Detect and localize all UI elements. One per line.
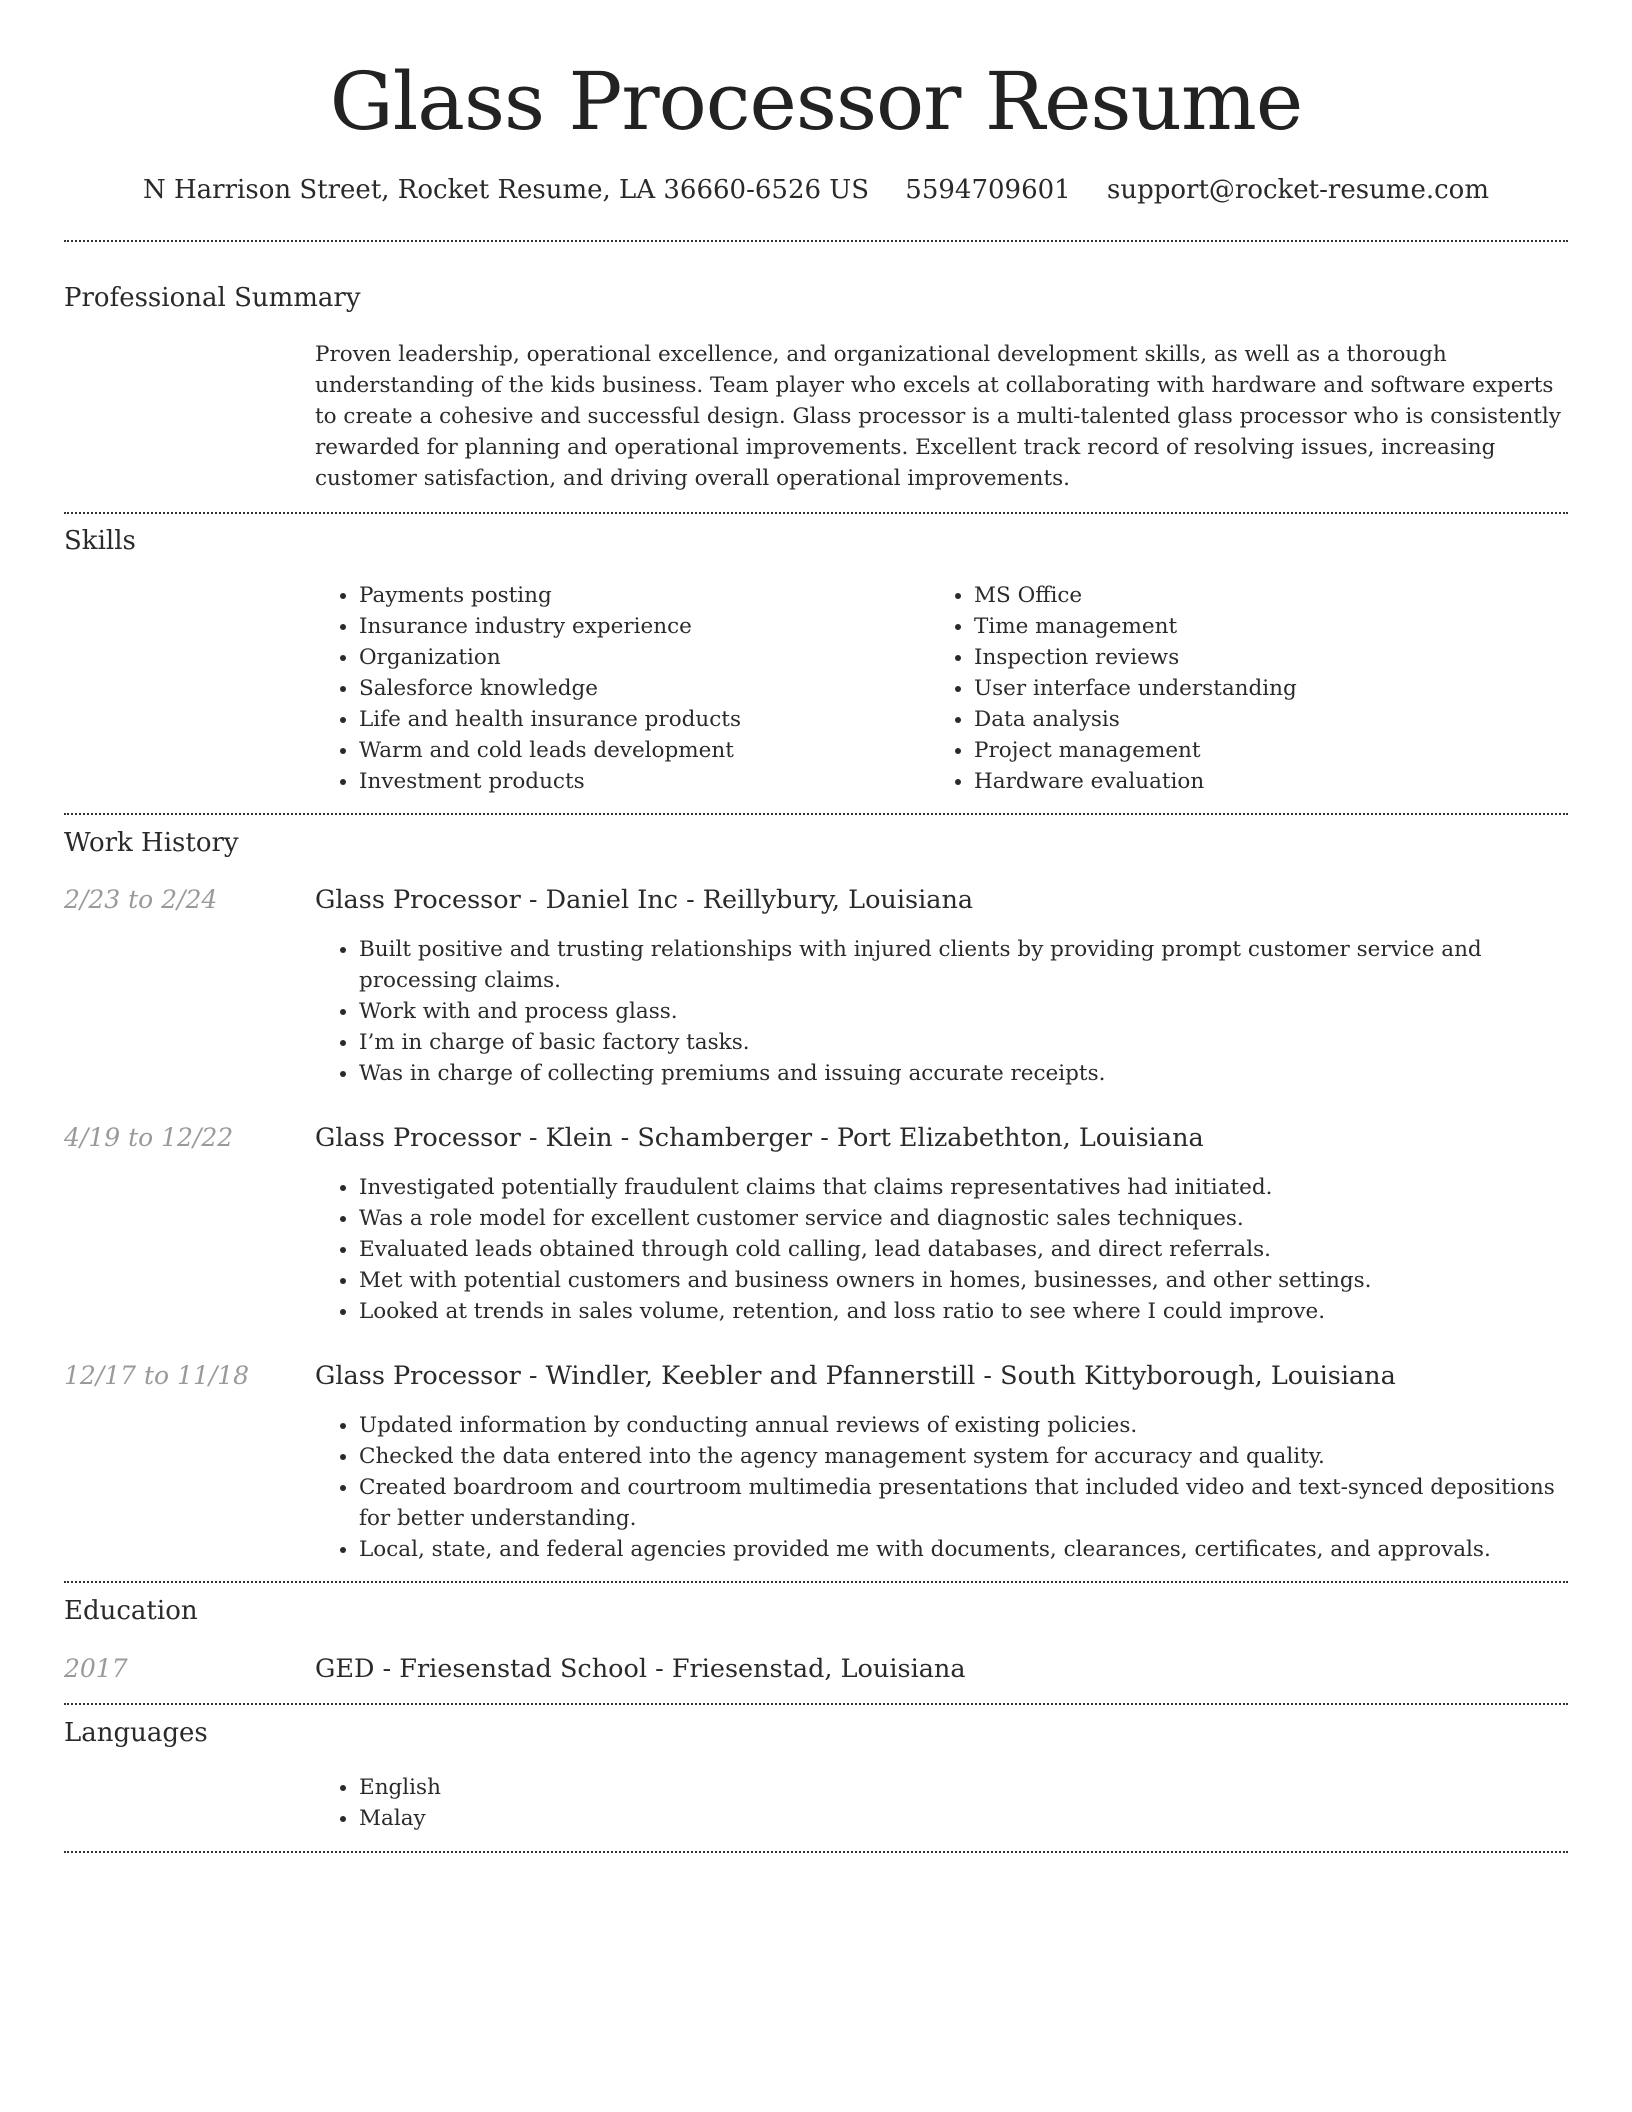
contact-email: support@rocket-resume.com: [1106, 175, 1489, 205]
skills-list-right: [930, 580, 1574, 797]
job-title: Glass Processor - Klein - Schamberger - Port Elizabethton, Louisiana: [315, 1123, 1204, 1153]
section-divider: [64, 1851, 1568, 1853]
skill-item: • Inspection reviews: [974, 642, 1574, 673]
skill-item: • MS Office: [974, 580, 1574, 611]
job-bullet: • Updated information by conducting annual reviews of existing policies.: [359, 1410, 1568, 1441]
summary-text: Proven leadership, operational excellence, and organizational development skills, as well as a thorough understanding of the kids business. Team player who excels at collaborating with hardware and software experts to create a cohesive and successful design. Glass processor is a multi-talented glass processor who is consistently rewarded for planning and operational improvements. Excellent track record of resolving issues, increasing customer satisfaction, and driving overall operational improvements.: [315, 342, 1561, 491]
section-heading-education: Education: [64, 1596, 198, 1626]
skill-item: • User interface understanding: [974, 673, 1574, 704]
education-year: 2017: [64, 1654, 128, 1683]
section-heading-summary: Professional Summary: [64, 283, 361, 313]
job-bullet: • Investigated potentially fraudulent claims that claims representatives had initiated.: [359, 1172, 1568, 1203]
contact-address: N Harrison Street, Rocket Resume, LA 36660-6526 US: [142, 175, 870, 205]
section-divider: [64, 813, 1568, 815]
job-bullet: • Local, state, and federal agencies provided me with documents, clearances, certificates, and approvals.: [359, 1534, 1568, 1565]
resume-title: Glass Processor Resume: [329, 55, 1303, 148]
job-bullet: • Met with potential customers and business owners in homes, businesses, and other settings.: [359, 1265, 1568, 1296]
job-bullet: • Looked at trends in sales volume, retention, and loss ratio to see where I could improve.: [359, 1296, 1568, 1327]
section-divider: [64, 240, 1568, 242]
languages-list: [315, 1772, 959, 1834]
section-divider: [64, 512, 1568, 514]
job-title: Glass Processor - Daniel Inc - Reillybury, Louisiana: [315, 885, 974, 915]
job-bullets: [315, 1172, 1568, 1327]
education-entry: GED - Friesenstad School - Friesenstad, Louisiana: [315, 1654, 966, 1684]
skill-item: • Hardware evaluation: [974, 766, 1574, 797]
job-dates: 2/23 to 2/24: [64, 885, 218, 914]
section-divider: [64, 1703, 1568, 1705]
skills-list-left: [315, 580, 919, 797]
skill-item: • Time management: [974, 611, 1574, 642]
skill-item: • Insurance industry experience: [359, 611, 919, 642]
job-bullet: • Created boardroom and courtroom multimedia presentations that included video and text-synced depositions for better understanding.: [359, 1472, 1568, 1534]
section-heading-languages: Languages: [64, 1718, 208, 1748]
job-dates: 4/19 to 12/22: [64, 1123, 234, 1152]
skill-item: • Organization: [359, 642, 919, 673]
language-item: • Malay: [359, 1803, 959, 1834]
job-bullet: • Work with and process glass.: [359, 996, 1568, 1027]
skill-item: • Warm and cold leads development: [359, 735, 919, 766]
job-bullet: • Built positive and trusting relationships with injured clients by providing prompt customer service and processing claims.: [359, 934, 1568, 996]
job-bullet: • Was a role model for excellent customer service and diagnostic sales techniques.: [359, 1203, 1568, 1234]
skill-item: • Data analysis: [974, 704, 1574, 735]
job-bullet: • Evaluated leads obtained through cold calling, lead databases, and direct referrals.: [359, 1234, 1568, 1265]
section-heading-work: Work History: [64, 828, 239, 858]
skill-item: • Investment products: [359, 766, 919, 797]
skill-item: • Salesforce knowledge: [359, 673, 919, 704]
contact-info: [0, 172, 1632, 208]
language-item: • English: [359, 1772, 959, 1803]
skill-item: • Payments posting: [359, 580, 919, 611]
contact-phone: 5594709601: [905, 175, 1071, 205]
job-bullets: [315, 1410, 1568, 1565]
job-dates: 12/17 to 11/18: [64, 1361, 250, 1390]
skill-item: • Project management: [974, 735, 1574, 766]
job-bullet: • Checked the data entered into the agency management system for accuracy and quality.: [359, 1441, 1568, 1472]
job-bullet: • Was in charge of collecting premiums and issuing accurate receipts.: [359, 1058, 1568, 1089]
job-title: Glass Processor - Windler, Keebler and Pfannerstill - South Kittyborough, Louisiana: [315, 1361, 1396, 1391]
job-bullet: • I’m in charge of basic factory tasks.: [359, 1027, 1568, 1058]
job-bullets: [315, 934, 1568, 1089]
skill-item: • Life and health insurance products: [359, 704, 919, 735]
section-heading-skills: Skills: [64, 526, 136, 556]
section-divider: [64, 1581, 1568, 1583]
